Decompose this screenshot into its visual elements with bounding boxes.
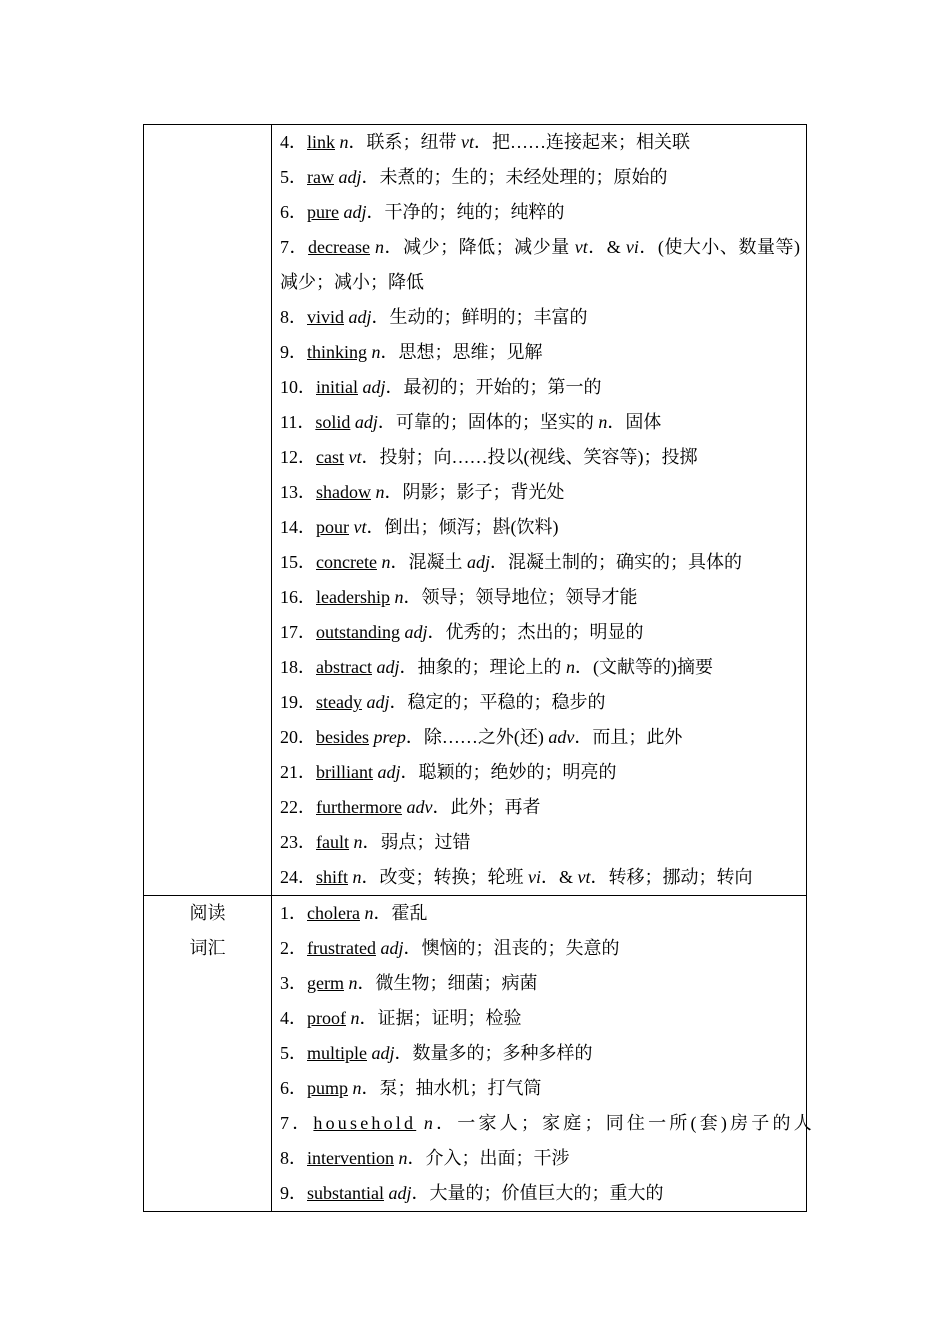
entry-definition: ．未煮的；生的；未经处理的；原始的 [361, 167, 668, 187]
entry-number: 7． [280, 1113, 314, 1133]
entry-definition: ．大量的；价值巨大的；重大的 [411, 1183, 664, 1203]
vocab-entry [280, 1071, 800, 1106]
entry-definition: ．而且；此外 [574, 727, 683, 747]
vocab-entry [280, 475, 800, 510]
entry-number: 13． [280, 482, 316, 502]
entry-word: link [307, 132, 336, 152]
entry-definition: ．思想；思维；见解 [380, 342, 543, 362]
entry-word: brilliant [316, 762, 373, 782]
entry-number: 16． [280, 587, 316, 607]
entry-word: frustrated [307, 938, 376, 958]
part-of-speech: n [352, 867, 362, 887]
entry-definition: ．(文献等的)摘要 [574, 657, 713, 677]
part-of-speech: adj [376, 657, 400, 677]
entry-definition: ．干净的；纯的；纯粹的 [366, 202, 565, 222]
entry-definition: ．转移；挪动；转向 [590, 867, 753, 887]
entry-number: 3． [280, 973, 307, 993]
part-of-speech: adj [377, 762, 401, 782]
part-of-speech: adj [380, 938, 404, 958]
entry-number: 6． [280, 202, 307, 222]
vocab-entry [280, 896, 800, 931]
vocab-entry [280, 335, 800, 370]
entry-definition [416, 1113, 424, 1133]
entry-definition: ．倒出；倾泻；斟(饮料) [366, 517, 559, 537]
entry-word: proof [307, 1008, 346, 1028]
part-of-speech: vi [625, 237, 639, 257]
vocab-entry [280, 160, 800, 195]
part-of-speech: n [375, 237, 385, 257]
entry-definition: ．投射；向……投以(视线、笑容等)；投掷 [361, 447, 698, 467]
part-of-speech: vt [353, 517, 367, 537]
entry-definition: ．可靠的；固体的；坚实的 [377, 412, 599, 432]
part-of-speech: n [381, 552, 391, 572]
part-of-speech: adj [371, 1043, 395, 1063]
entry-definition: ．固体 [607, 412, 662, 432]
section-content-cell [272, 125, 807, 896]
vocab-entry [280, 650, 800, 685]
part-of-speech: adj [362, 377, 386, 397]
entry-word: abstract [316, 657, 372, 677]
entry-number: 20． [280, 727, 316, 747]
entry-definition: ．稳定的；平稳的；稳步的 [389, 692, 606, 712]
part-of-speech: n [375, 482, 385, 502]
vocab-entry [280, 1001, 800, 1036]
entry-word: concrete [316, 552, 377, 572]
section-row [144, 896, 807, 1212]
part-of-speech: n [398, 1148, 408, 1168]
entry-word: intervention [307, 1148, 394, 1168]
part-of-speech: n [394, 587, 404, 607]
entry-number: 11． [280, 412, 316, 432]
entry-word: pure [307, 202, 339, 222]
part-of-speech: vt [577, 867, 591, 887]
part-of-speech: vt [574, 237, 588, 257]
entry-definition: ．减少；降低；减少量 [384, 237, 575, 257]
entry-definition: ．除……之外(还) [405, 727, 549, 747]
vocabulary-table [143, 124, 815, 1212]
part-of-speech: n [598, 412, 608, 432]
entry-number: 9． [280, 1183, 307, 1203]
entry-word: pour [316, 517, 349, 537]
vocab-entry [280, 720, 800, 755]
part-of-speech: adj [388, 1183, 412, 1203]
section-label-cell [144, 125, 272, 896]
entry-definition: ．懊恼的；沮丧的；失意的 [403, 938, 620, 958]
vocab-entry [280, 580, 800, 615]
entry-number: 6． [280, 1078, 307, 1098]
vocab-entry [280, 1141, 800, 1176]
entry-number: 1． [280, 903, 307, 923]
part-of-speech: adj [354, 412, 378, 432]
entry-definition: ．优秀的；杰出的；明显的 [427, 622, 644, 642]
part-of-speech: vt [461, 132, 475, 152]
entry-number: 10． [280, 377, 316, 397]
entry-word: vivid [307, 307, 345, 327]
entry-definition: ．泵；抽水机；打气筒 [361, 1078, 542, 1098]
part-of-speech: adv [548, 727, 575, 747]
entry-number: 17． [280, 622, 316, 642]
entry-word: initial [316, 377, 358, 397]
entry-number: 18． [280, 657, 316, 677]
vocab-entry [280, 370, 800, 405]
entry-word: solid [315, 412, 351, 432]
entry-word: shift [316, 867, 349, 887]
vocab-entry [280, 685, 800, 720]
entry-definition: ．证据；证明；检验 [359, 1008, 522, 1028]
vocab-entry [280, 1036, 800, 1071]
vocab-entry [280, 230, 800, 300]
part-of-speech: adj [404, 622, 428, 642]
entry-definition: ．改变；转换；轮班 [361, 867, 529, 887]
entry-definition: ．& [541, 867, 578, 887]
section-content-cell [272, 896, 815, 1212]
vocab-entry [280, 195, 800, 230]
entry-definition: ．一家人；家庭；同住一所(套)房子的人 [436, 1113, 815, 1133]
entry-number: 14． [280, 517, 316, 537]
entry-number: 24． [280, 867, 316, 887]
vocab-entry [280, 1106, 815, 1141]
entry-word: substantial [307, 1183, 384, 1203]
part-of-speech: n [353, 832, 363, 852]
part-of-speech: n [339, 132, 349, 152]
entry-definition: ．最初的；开始的；第一的 [385, 377, 602, 397]
entry-number: 21． [280, 762, 316, 782]
part-of-speech: n [350, 1008, 360, 1028]
entry-number: 7． [280, 237, 309, 257]
section-label-cell [144, 896, 272, 1212]
entry-number: 19． [280, 692, 316, 712]
entry-definition: ．混凝土制的；确实的；具体的 [489, 552, 742, 572]
entry-word: raw [307, 167, 334, 187]
part-of-speech: n [364, 903, 374, 923]
entry-definition: ．阴影；影子；背光处 [384, 482, 565, 502]
vocab-entry [280, 300, 800, 335]
entry-number: 4． [280, 1008, 307, 1028]
vocab-entry [280, 966, 800, 1001]
part-of-speech: adj [366, 692, 390, 712]
entry-word: multiple [307, 1043, 367, 1063]
entry-number: 8． [280, 1148, 307, 1168]
vocab-entry [280, 931, 800, 966]
entry-number: 8． [280, 307, 307, 327]
entry-word: furthermore [316, 797, 402, 817]
entry-word: besides [316, 727, 369, 747]
part-of-speech: n [348, 973, 358, 993]
entry-word: steady [316, 692, 362, 712]
part-of-speech: n [352, 1078, 362, 1098]
vocab-entry [280, 405, 800, 440]
part-of-speech: n [423, 1113, 437, 1133]
entry-word: outstanding [316, 622, 400, 642]
section-row [144, 125, 807, 896]
entry-definition: ．生动的；鲜明的；丰富的 [371, 307, 588, 327]
vocab-entry [280, 1176, 800, 1211]
entry-word: pump [307, 1078, 349, 1098]
entry-number: 5． [280, 167, 307, 187]
entry-definition: ．微生物；细菌；病菌 [357, 973, 538, 993]
entry-word: household [313, 1113, 417, 1133]
entry-definition: ．(使大小、数量等)减少；减小；降低 [280, 237, 801, 292]
entry-number: 22． [280, 797, 316, 817]
entry-definition: ．霍乱 [373, 903, 428, 923]
entry-word: cast [316, 447, 344, 467]
entry-number: 5． [280, 1043, 307, 1063]
vocab-entry [280, 790, 800, 825]
entry-definition: ．抽象的；理论上的 [399, 657, 566, 677]
part-of-speech: vi [528, 867, 542, 887]
part-of-speech: n [371, 342, 381, 362]
entry-definition: ．& [587, 237, 626, 257]
vocab-entry [280, 755, 800, 790]
entry-definition: ．聪颖的；绝妙的；明亮的 [400, 762, 617, 782]
vocab-entry [280, 825, 800, 860]
entry-number: 23． [280, 832, 316, 852]
entry-definition: ．介入；出面；干涉 [407, 1148, 570, 1168]
entry-word: shadow [316, 482, 371, 502]
entry-word: decrease [308, 237, 370, 257]
entry-number: 15． [280, 552, 316, 572]
entry-word: germ [307, 973, 344, 993]
entry-definition: ．弱点；过错 [362, 832, 471, 852]
entry-number: 2． [280, 938, 307, 958]
part-of-speech: adv [406, 797, 433, 817]
part-of-speech: vt [348, 447, 362, 467]
entry-word: leadership [316, 587, 390, 607]
vocab-entry [280, 615, 800, 650]
part-of-speech: adj [466, 552, 490, 572]
entry-number: 4． [280, 132, 307, 152]
section-label: 词汇 [189, 938, 226, 958]
part-of-speech: adj [343, 202, 367, 222]
part-of-speech: n [565, 657, 575, 677]
entry-definition: ．联系；纽带 [348, 132, 462, 152]
entry-definition: ．此外；再者 [432, 797, 541, 817]
vocab-entry [280, 125, 800, 160]
vocab-entry [280, 860, 800, 895]
part-of-speech: adj [338, 167, 362, 187]
section-label: 阅读 [189, 903, 226, 923]
entry-definition: ．混凝土 [390, 552, 467, 572]
entry-definition: ．把……连接起来；相关联 [474, 132, 691, 152]
vocab-entry [280, 510, 800, 545]
entry-number: 9． [280, 342, 307, 362]
entry-number: 12． [280, 447, 316, 467]
vocab-entry [280, 440, 800, 475]
entry-word: fault [316, 832, 349, 852]
entry-word: thinking [307, 342, 368, 362]
entry-definition: ．领导；领导地位；领导才能 [403, 587, 638, 607]
entry-word: cholera [307, 903, 360, 923]
part-of-speech: prep [373, 727, 406, 747]
part-of-speech: adj [348, 307, 372, 327]
vocab-entry [280, 545, 800, 580]
entry-definition: ．数量多的；多种多样的 [394, 1043, 593, 1063]
